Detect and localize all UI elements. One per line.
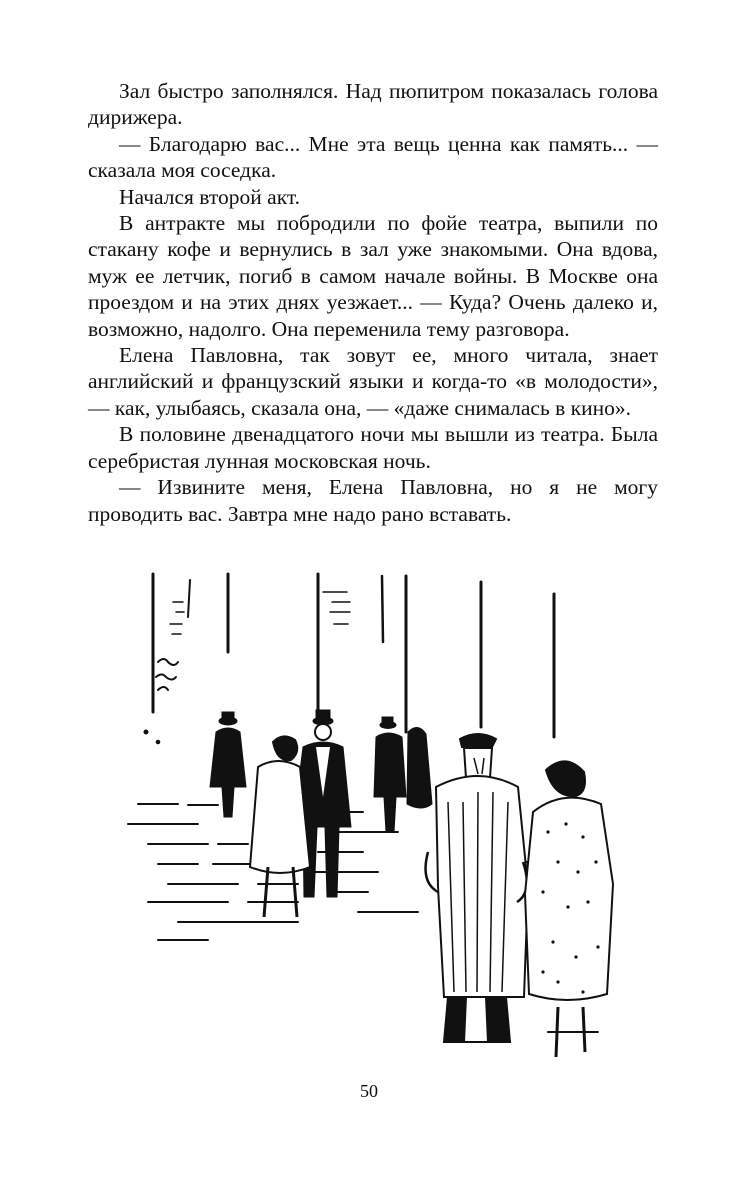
man-in-cap [426,734,528,1042]
paragraph: — Извините меня, Елена Павловна, но я не могу проводить вас. Завтра мне надо рано вставать. [88,475,658,526]
paragraph: — Благодарю вас... Мне эта вещь ценна как память... — сказала моя соседка. [88,131,658,183]
woman-dotted-coat [525,761,613,1057]
body-text [88,78,658,527]
page-number: 50 [360,1081,378,1101]
paragraph: Начался второй акт. [119,184,301,209]
paragraph: В половине двенадцатого ночи мы вышли из театра. Была серебристая лунная московская ночь. [88,422,658,473]
paragraph: Елена Павловна, так зовут ее, много читала, знает английский и французский языки и когда-то «в молодости», — как, улыбаясь, сказала она, — «даже снималась в кино». [88,343,658,420]
paragraph: В антракте мы побродили по фойе театра, выпили по стакану кофе и вернулись в зал уже знакомыми. Она вдова, муж ее летчик, погиб в самом начале войны. В Москве она проездом и на этих днях уезжает... — Куда? Очень далеко и, возможно, надолго. Она переменила тему разговора. [88,211,658,341]
street-scene-illustration [118,562,628,1072]
theatre-columns [144,574,554,744]
paragraph: Зал быстро заполнялся. Над пюпитром показалась голова дирижера. [88,79,658,130]
background-figures [210,710,432,897]
